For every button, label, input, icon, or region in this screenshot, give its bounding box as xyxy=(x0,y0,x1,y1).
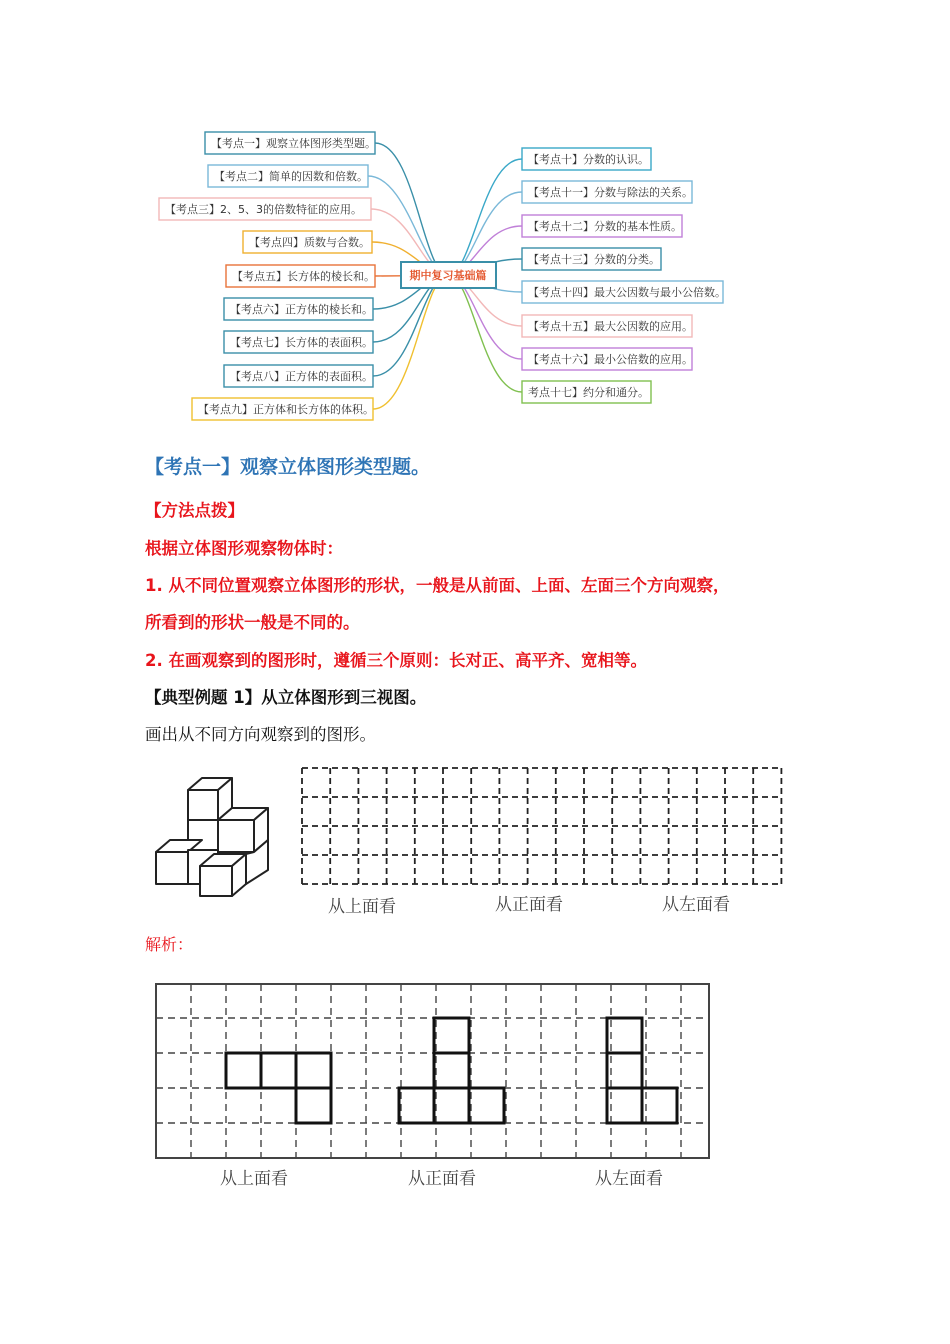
example-title: 【典型例题 1】从立体图形到三视图。 xyxy=(145,688,427,707)
mind-map-branch xyxy=(373,275,448,376)
mind-map-node-label: 【考点四】质数与合数。 xyxy=(249,236,370,249)
mind-map-node xyxy=(522,215,682,237)
mind-map-node xyxy=(159,198,371,220)
mind-map-node-label: 【考点十三】分数的分类。 xyxy=(528,253,660,266)
section-heading: 【考点一】观察立体图形类型题。 xyxy=(145,456,431,478)
mind-map-node xyxy=(224,365,373,387)
mind-map-node-label: 【考点九】正方体和长方体的体积。 xyxy=(198,403,374,416)
mind-map-node xyxy=(522,148,651,170)
mind-map-node xyxy=(205,132,376,154)
mind-map-node-label: 【考点十】分数的认识。 xyxy=(528,153,649,166)
mind-map-node-label: 【考点十二】分数的基本性质。 xyxy=(528,220,682,233)
answer-label-front: 从正面看 xyxy=(408,1169,476,1189)
method-intro: 根据立体图形观察物体时： xyxy=(145,539,343,558)
mind-map-branch xyxy=(448,159,522,275)
mind-map-node xyxy=(522,181,693,203)
mind-map-node xyxy=(243,231,372,253)
mind-map-node-label: 【考点一】观察立体图形类型题。 xyxy=(211,137,376,150)
answer-label: 解析： xyxy=(145,935,194,954)
cube-stack-figure xyxy=(150,770,275,898)
mind-map-node-label: 【考点六】正方体的棱长和。 xyxy=(230,303,373,316)
mind-map-node-label: 【考点十四】最大公因数与最小公倍数。 xyxy=(528,286,726,299)
view-label-top: 从上面看 xyxy=(328,897,396,917)
example-question: 画出从不同方向观察到的图形。 xyxy=(145,725,376,744)
mind-map-node-label: 【考点十五】最大公因数的应用。 xyxy=(528,320,693,333)
mind-map-node xyxy=(522,315,693,337)
blank-drawing-grid xyxy=(298,764,786,886)
answer-shapes xyxy=(226,1018,677,1123)
mind-map-branch xyxy=(373,275,448,409)
answer-grid xyxy=(154,982,714,1162)
mind-map xyxy=(0,0,950,430)
mind-map-node xyxy=(522,381,651,403)
mind-map-node xyxy=(192,398,374,420)
mind-map-node-label: 【考点五】长方体的棱长和。 xyxy=(232,270,375,283)
answer-label-top: 从上面看 xyxy=(220,1169,288,1189)
mind-map-center xyxy=(401,262,496,288)
method-point-1b: 所看到的形状一般是不同的。 xyxy=(145,613,360,632)
method-point-1a: 1. 从不同位置观察立体图形的形状，一般是从前面、上面、左面三个方向观察， xyxy=(145,576,730,595)
mind-map-node-label: 【考点十六】最小公倍数的应用。 xyxy=(528,353,693,366)
view-label-left: 从左面看 xyxy=(662,895,730,915)
mind-map-node-label: 考点十七】约分和通分。 xyxy=(528,386,649,399)
answer-label-left: 从左面看 xyxy=(595,1169,663,1189)
mind-map-node xyxy=(224,298,373,320)
mind-map-node-label: 【考点二】简单的因数和倍数。 xyxy=(214,170,368,183)
mind-map-node-label: 【考点八】正方体的表面积。 xyxy=(230,370,373,383)
mind-map-node-label: 【考点十一】分数与除法的关系。 xyxy=(528,186,693,199)
mind-map-node xyxy=(208,165,368,187)
mind-map-node xyxy=(224,331,373,353)
mind-map-node xyxy=(522,281,726,303)
mind-map-center-label: 期中复习基础篇 xyxy=(409,269,487,282)
mind-map-node xyxy=(522,248,661,270)
mind-map-node xyxy=(226,265,375,287)
mind-map-node xyxy=(522,348,693,370)
method-point-2: 2. 在画观察到的图形时，遵循三个原则：长对正、高平齐、宽相等。 xyxy=(145,651,647,670)
method-title: 【方法点拨】 xyxy=(145,501,244,520)
mind-map-branch xyxy=(368,176,448,275)
mind-map-node-label: 【考点三】2、5、3的倍数特征的应用。 xyxy=(165,203,362,216)
view-label-front: 从正面看 xyxy=(495,895,563,915)
mind-map-node-label: 【考点七】长方体的表面积。 xyxy=(230,336,373,349)
mind-map-branch xyxy=(448,275,522,392)
